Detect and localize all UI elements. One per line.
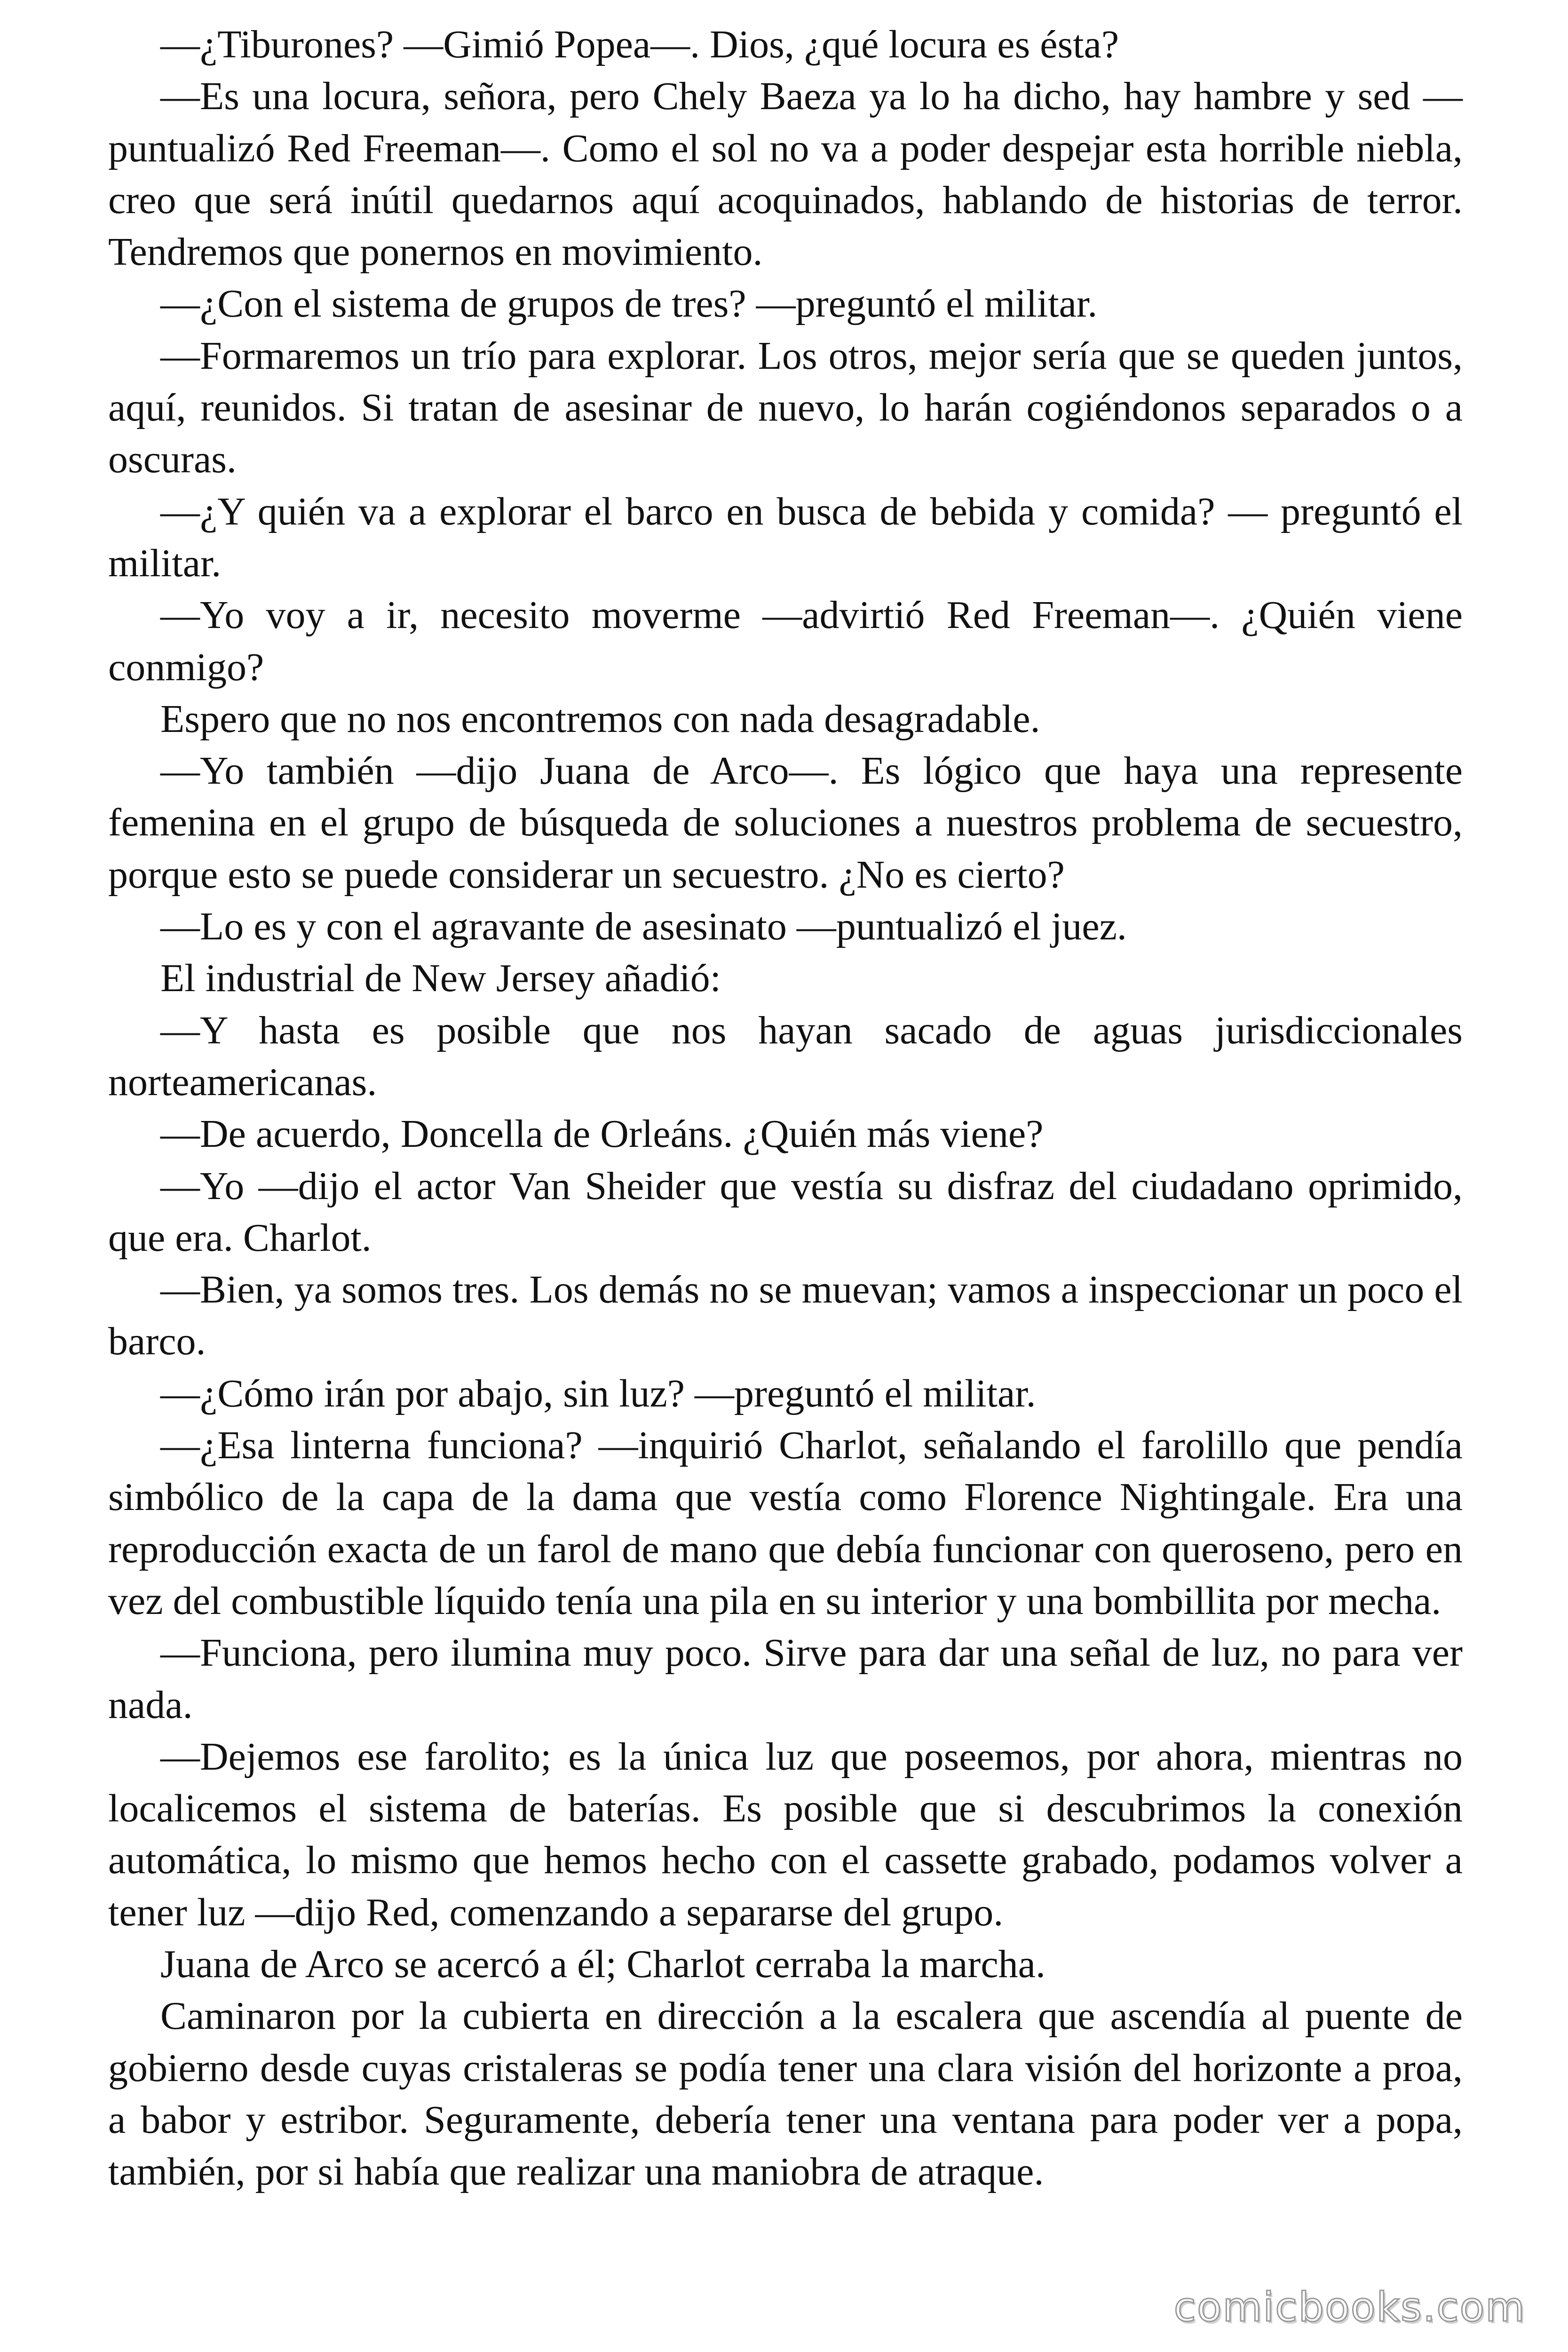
- paragraph: —Funciona, pero ilumina muy poco. Sirve para dar una señal de luz, no para ver nada.: [108, 1631, 1463, 1727]
- paragraph: —Dejemos ese farolito; es la única luz que poseemos, por ahora, mientras no localicemos el sistema de baterías. Es posible que si descubrimos la conexión automática, lo mismo que hemos hecho con el cassette grabado, podamos volver a tener luz —dijo Red, comenzando a separarse del grupo.: [108, 1734, 1463, 1934]
- paragraph: Espero que no nos encontremos con nada desagradable.: [160, 697, 1040, 741]
- watermark-logo: comicbooks.com: [1173, 2284, 1526, 2331]
- body-text: [108, 19, 1463, 2198]
- paragraph: —Formaremos un trío para explorar. Los otros, mejor sería que se queden juntos, aquí, reunidos. Si tratan de asesinar de nuevo, lo harán cogiéndonos separados o a oscuras.: [108, 334, 1463, 482]
- paragraph: El industrial de New Jersey añadió:: [160, 956, 721, 1001]
- paragraph: —Bien, ya somos tres. Los demás no se muevan; vamos a inspeccionar un poco el barco.: [108, 1268, 1463, 1364]
- paragraph: —¿Con el sistema de grupos de tres? —preguntó el militar.: [160, 282, 1098, 326]
- paragraph: —De acuerdo, Doncella de Orleáns. ¿Quién más viene?: [160, 1112, 1044, 1156]
- paragraph: —¿Tiburones? —Gimió Popea—. Dios, ¿qué locura es ésta?: [160, 23, 1119, 66]
- paragraph: —Yo también —dijo Juana de Arco—. Es lógico que haya una represente femenina en el grupo de búsqueda de soluciones a nuestros problema de secuestro, porque esto se puede considerar un secuestro. ¿No es cierto?: [108, 749, 1463, 897]
- paragraph: —Yo —dijo el actor Van Sheider que vestía su disfraz del ciudadano oprimido, que era. Charlot.: [108, 1164, 1463, 1260]
- paragraph: —Es una locura, señora, pero Chely Baeza ya lo ha dicho, hay hambre y sed — puntualizó Red Freeman—. Como el sol no va a poder despejar esta horrible niebla, creo que será inútil quedarnos aquí acoquinados, hablando de historias de terror. Tendremos que ponernos en movimiento.: [108, 74, 1463, 274]
- paragraph: —Yo voy a ir, necesito moverme —advirtió Red Freeman—. ¿Quién viene conmigo?: [108, 593, 1463, 689]
- paragraph: —Y hasta es posible que nos hayan sacado de aguas jurisdiccionales norteamericanas.: [108, 1008, 1463, 1104]
- paragraph: Juana de Arco se acercó a él; Charlot cerraba la marcha.: [160, 1942, 1045, 1986]
- paragraph: —Lo es y con el agravante de asesinato —puntualizó el juez.: [160, 905, 1127, 949]
- paragraph: —¿Esa linterna funciona? —inquirió Charlot, señalando el farolillo que pendía simbólico de la capa de la dama que vestía como Florence Nightingale. Era una reproducción exacta de un farol de mano que debía funcionar con queroseno, pero en vez del combustible líquido tenía una pila en su interior y una bombillita por mecha.: [108, 1423, 1463, 1623]
- paragraph: —¿Y quién va a explorar el barco en busca de bebida y comida? — preguntó el militar.: [108, 489, 1463, 585]
- paragraph: Caminaron por la cubierta en dirección a la escalera que ascendía al puente de gobierno desde cuyas cristaleras se podía tener una clara visión del horizonte a proa, a babor y estribor. Seguramente, debería tener una ventana para poder ver a popa, también, por si había que realizar una maniobra de atraque.: [108, 1994, 1463, 2194]
- paragraph: —¿Cómo irán por abajo, sin luz? —preguntó el militar.: [160, 1371, 1036, 1415]
